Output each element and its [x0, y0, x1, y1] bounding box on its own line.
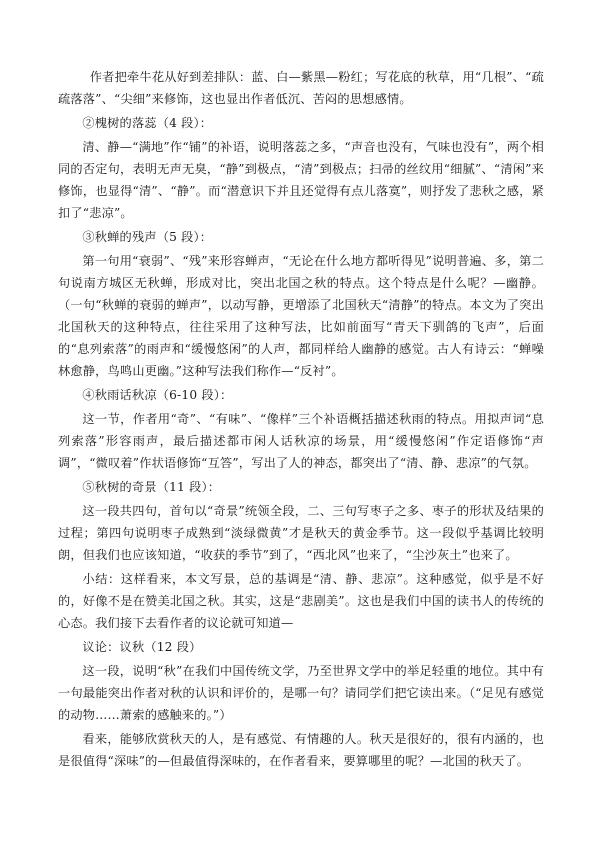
heading-autumn-cicada: ③秋蝉的残声（5 段）： — [82, 230, 213, 244]
paragraph-discussion: 这一段，说明“秋”在我们中国传统文学，乃至世界文学中的举足轻重的地位。其中有一句最能突出作者对秋的认识和评价的，是哪一句？请同学们把它读出来。（“足见有感觉的动物……萧索的感触来的。”） — [58, 664, 544, 722]
document-body — [58, 66, 544, 774]
paragraph-autumn-rain: 这一节，作者用“奇”、“有味”、“像样”三个补语概括描述秋雨的特点。用拟声词“息列索落”形容雨声，最后描述都市闲人话秋凉的场景，用“缓慢悠闲”作定语修饰“声调”，“微叹着”作状语修饰“互答”，写出了人的神态，都突出了“清、静、悲凉”的气氛。 — [58, 412, 544, 470]
heading-discussion: 议论：议秋（12 段） — [82, 640, 202, 654]
paragraph-locust-pistils: 清、静—“满地”作“铺”的补语，说明落蕊之多，“声音也没有，气味也没有”，两个相同的否定句，表明无声无臭，“静”到极点，“清”到极点；扫帚的丝纹用“细腻”、“清闲”来修饰，也显得“清”、“静”。而“潜意识下并且还觉得有点儿落寞”，则抒发了悲秋之感，紧扣了“悲凉”。 — [58, 140, 544, 220]
paragraph-autumn-trees: 这一段共四句，首句以“奇景”统领全段，二、三句写枣子之多、枣子的形状及结果的过程；第四句说明枣子成熟到“淡绿微黄”才是秋天的黄金季节。这一段似乎基调比较明朗，但我们也应该知道，“收获的季节”到了，“西北风”也来了，“尘沙灰土”也来了。 — [58, 504, 544, 562]
heading-autumn-trees: ⑤秋树的奇景（11 段）： — [82, 480, 221, 494]
paragraph-summary: 小结：这样看来，本文写景，总的基调是“清、静、悲凉”。这种感觉，似乎是不好的，好像不是在赞美北国之秋。其实，这是“悲剧美”。这也是我们中国的读书人的传统的心态。我们接下去看作者的议论就可知道— — [58, 572, 544, 630]
paragraph-morning-glory: 作者把牵牛花从好到差排队：蓝、白—紫黑—粉红；写花底的秋草，用“几根”、“疏疏落落”、“尖细”来修饰，这也显出作者低沉、苦闷的思想感情。 — [58, 70, 544, 106]
paragraph-conclusion: 看来，能够欣赏秋天的人，是有感觉、有情趣的人。秋天是很好的，很有内涵的，也是很值得“深味”的—但最值得深味的，在作者看来，要算哪里的呢？—北国的秋天了。 — [58, 732, 544, 768]
paragraph-autumn-cicada: 第一句用“衰弱”、“残”来形容蝉声，“无论在什么地方都听得见”说明普遍、多，第二句说南方城区无秋蝉，形成对比，突出北国之秋的特点。这个特点是什么呢？—幽静。（一句“秋蝉的衰弱的蝉声”，以动写静，更增添了北国秋天“清静”的特点。本文为了突出北国秋天的这种特点，往往采用了这种写法，比如前面写“青天下驯鸽的飞声”，后面的“息列索落”的雨声和“缓慢悠闲”的人声，都同样给人幽静的感觉。古人有诗云：“蝉噪林愈静，鸟鸣山更幽。”这种写法我们称作—“反衬”。 — [58, 254, 544, 378]
heading-locust-pistils: ②槐树的落蕊（4 段）： — [82, 116, 213, 130]
heading-autumn-rain: ④秋雨话秋凉（6-10 段）： — [82, 388, 233, 402]
